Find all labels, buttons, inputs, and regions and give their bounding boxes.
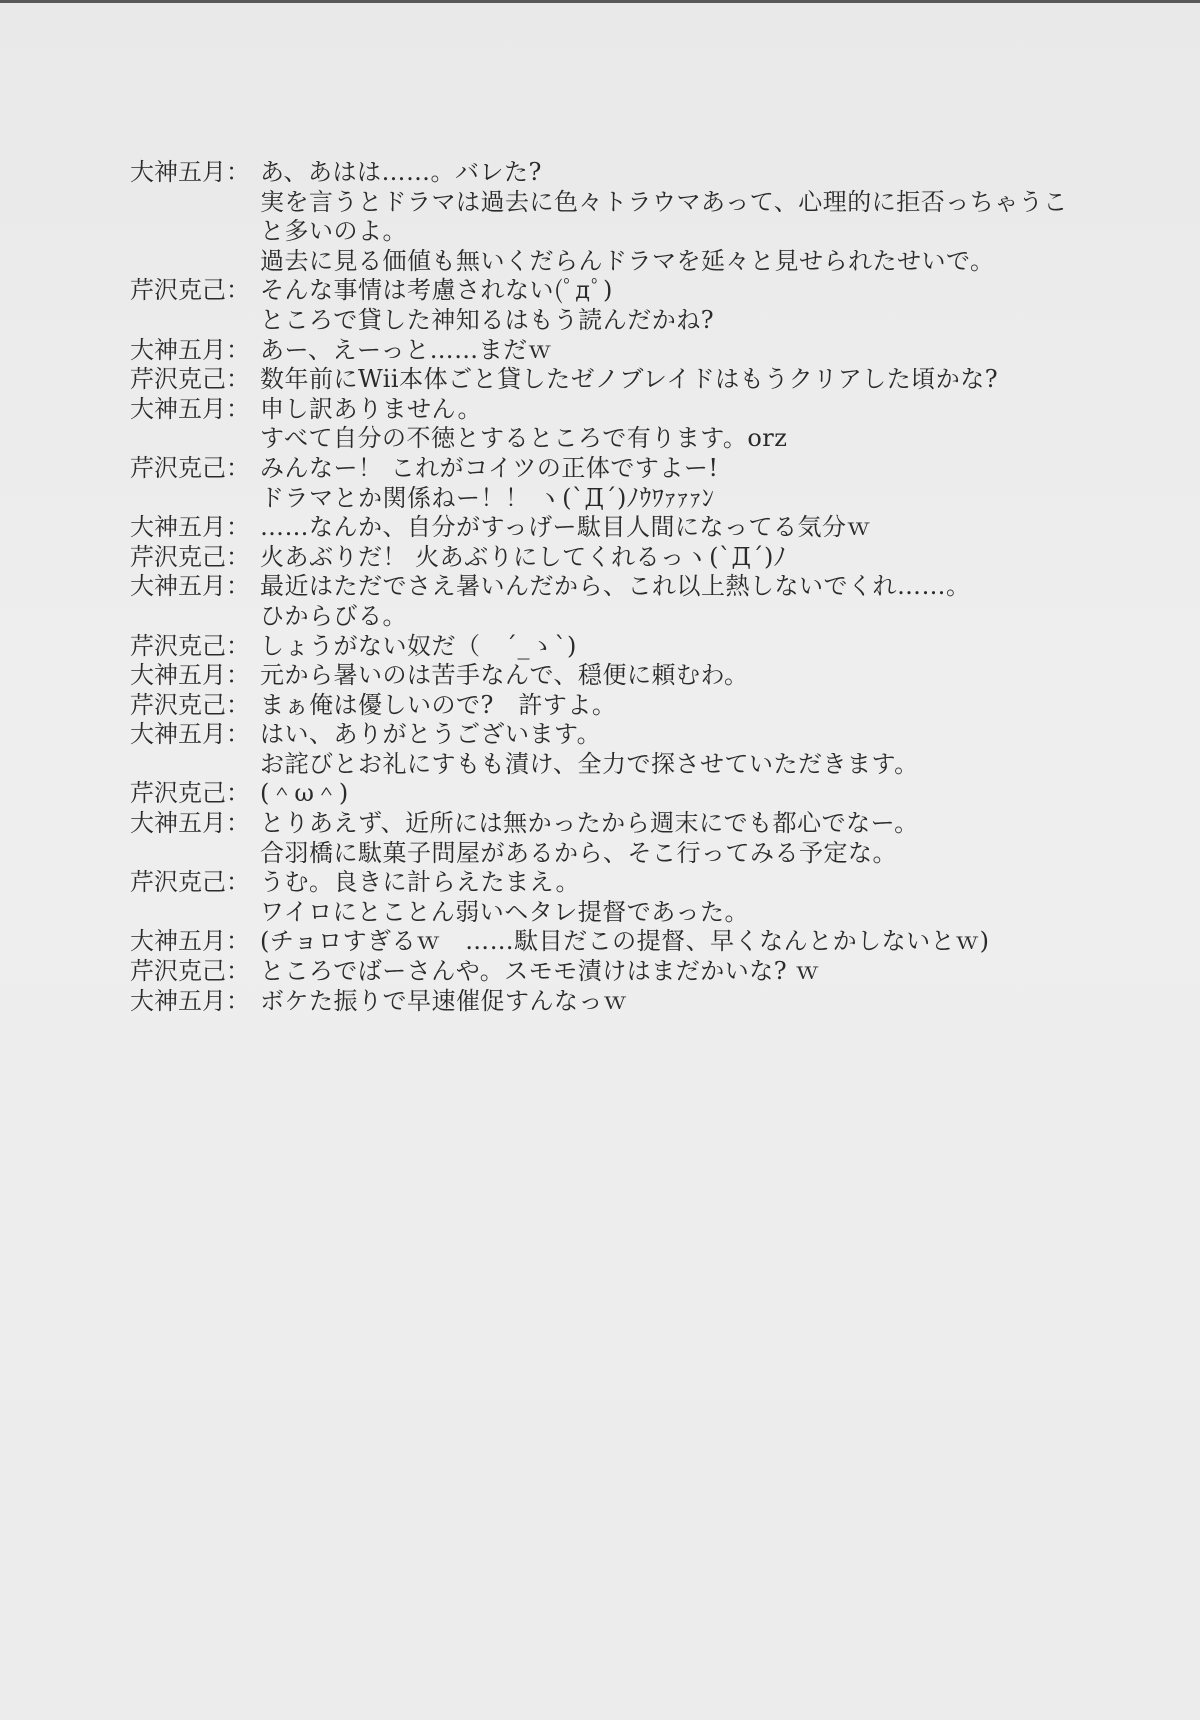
dialogue-line bbox=[130, 632, 1090, 662]
dialogue-text: みんなー！ これがコイツの正体ですよー! bbox=[260, 453, 719, 482]
dialogue-line bbox=[130, 898, 1090, 928]
speaker-name: 大神五月： bbox=[130, 661, 250, 690]
speaker-name: 大神五月： bbox=[130, 986, 250, 1015]
dialogue-text: しょうがない奴だ（ ´_ゝ`) bbox=[260, 631, 577, 660]
dialogue-text: すべて自分の不徳とするところで有ります。orz bbox=[260, 424, 788, 453]
dialogue-text: 火あぶりだ！ 火あぶりにしてくれるっヽ(`Д´)ﾉ bbox=[260, 542, 787, 571]
speaker-name bbox=[130, 188, 260, 218]
speaker-name bbox=[130, 602, 260, 632]
dialogue-text: 過去に見る価値も無いくだらんドラマを延々と見せられたせいで。 bbox=[260, 246, 995, 275]
dialogue-line bbox=[130, 602, 1090, 632]
dialogue-line bbox=[130, 395, 1090, 425]
dialogue-line bbox=[130, 454, 1090, 484]
speaker-name bbox=[130, 484, 260, 514]
speaker-name: 芹沢克己： bbox=[130, 453, 250, 482]
dialogue-line bbox=[130, 424, 1090, 454]
speaker-name bbox=[130, 898, 260, 928]
dialogue-line bbox=[130, 188, 1090, 218]
dialogue-text: うむ。良きに計らえたまえ。 bbox=[260, 868, 580, 897]
speaker-name bbox=[130, 306, 260, 336]
speaker-name: 芹沢克己： bbox=[130, 868, 250, 897]
speaker-name: 大神五月： bbox=[130, 335, 250, 364]
dialogue-line bbox=[130, 779, 1090, 809]
dialogue-text: ところでばーさんや。スモモ漬けはまだかいな? ｗ bbox=[260, 957, 820, 986]
speaker-name bbox=[130, 217, 260, 247]
dialogue-line bbox=[130, 927, 1090, 957]
speaker-name: 大神五月： bbox=[130, 809, 250, 838]
dialogue-line bbox=[130, 661, 1090, 691]
speaker-name: 芹沢克己： bbox=[130, 276, 250, 305]
speaker-name: 芹沢克己： bbox=[130, 542, 250, 571]
dialogue-line bbox=[130, 247, 1090, 277]
speaker-name: 大神五月： bbox=[130, 513, 250, 542]
dialogue-text: お詫びとお礼にすもも漬け、全力で探させていただきます。 bbox=[260, 749, 919, 778]
speaker-name: 芹沢克己： bbox=[130, 779, 250, 808]
speaker-name: 芹沢克己： bbox=[130, 365, 250, 394]
dialogue-line bbox=[130, 543, 1090, 573]
dialogue-text: 合羽橋に駄菓子問屋があるから、そこ行ってみる予定な。 bbox=[260, 838, 897, 867]
dialogue-text: ワイロにとことん弱いヘタレ提督であった。 bbox=[260, 897, 750, 926]
dialogue-text: と多いのよ。 bbox=[260, 217, 407, 246]
speaker-name bbox=[130, 424, 260, 454]
dialogue-text: ドラマとか関係ねー！！ ヽ(`Д´)ﾉｳﾜｧｧｧﾝ bbox=[260, 483, 715, 512]
speaker-name: 大神五月： bbox=[130, 158, 250, 186]
dialogue-line bbox=[130, 957, 1090, 987]
dialogue-text: 申し訳ありません。 bbox=[260, 394, 482, 423]
page-top-edge bbox=[0, 0, 1200, 3]
dialogue-line bbox=[130, 365, 1090, 395]
dialogue-line bbox=[130, 750, 1090, 780]
dialogue-line bbox=[130, 572, 1090, 602]
dialogue-text: (チョロすぎるｗ ……駄目だこの提督、早くなんとかしないとｗ) bbox=[260, 927, 990, 956]
dialogue-line bbox=[130, 276, 1090, 306]
dialogue-text: ボケた振りで早速催促すんなっｗ bbox=[260, 986, 628, 1015]
speaker-name: 大神五月： bbox=[130, 394, 250, 423]
dialogue-line bbox=[130, 987, 1090, 1017]
dialogue-line bbox=[130, 868, 1090, 898]
dialogue-line bbox=[130, 336, 1090, 366]
dialogue-text: はい、ありがとうございます。 bbox=[260, 720, 602, 749]
speaker-name: 大神五月： bbox=[130, 927, 250, 956]
dialogue-text: まぁ俺は優しいので? 許すよ。 bbox=[260, 690, 617, 719]
dialogue-block bbox=[130, 158, 1090, 1016]
dialogue-line bbox=[130, 839, 1090, 869]
dialogue-line bbox=[130, 484, 1090, 514]
dialogue-text: 元から暑いのは苦手なんで、穏便に頼むわ。 bbox=[260, 661, 749, 690]
dialogue-text: ところで貸した神知るはもう読んだかね? bbox=[260, 305, 715, 334]
dialogue-line bbox=[130, 809, 1090, 839]
dialogue-text: あ、あはは……。バレた? bbox=[260, 158, 542, 186]
dialogue-text: 実を言うとドラマは過去に色々トラウマあって、心理的に拒否っちゃうこ bbox=[260, 187, 1068, 216]
dialogue-line bbox=[130, 158, 1090, 188]
dialogue-text: そんな事情は考慮されない(ﾟдﾟ) bbox=[260, 276, 613, 305]
speaker-name: 芹沢克己： bbox=[130, 957, 250, 986]
dialogue-line bbox=[130, 720, 1090, 750]
speaker-name bbox=[130, 750, 260, 780]
dialogue-text: とりあえず、近所には無かったから週末にでも都心でなー。 bbox=[260, 809, 919, 838]
speaker-name: 芹沢克己： bbox=[130, 690, 250, 719]
dialogue-text: (＾ω＾) bbox=[260, 779, 349, 808]
dialogue-text: 最近はただでさえ暑いんだから、これ以上熱しないでくれ……。 bbox=[260, 572, 971, 601]
speaker-name: 大神五月： bbox=[130, 720, 250, 749]
dialogue-line bbox=[130, 306, 1090, 336]
dialogue-text: ひからびる。 bbox=[260, 601, 407, 630]
dialogue-text: 数年前にWii本体ごと貸したゼノブレイドはもうクリアした頃かな? bbox=[260, 365, 999, 394]
speaker-name: 芹沢克己： bbox=[130, 631, 250, 660]
dialogue-line bbox=[130, 513, 1090, 543]
dialogue-text: あー、えーっと……まだｗ bbox=[260, 335, 553, 364]
speaker-name: 大神五月： bbox=[130, 572, 250, 601]
dialogue-line bbox=[130, 691, 1090, 721]
speaker-name bbox=[130, 247, 260, 277]
speaker-name bbox=[130, 839, 260, 869]
dialogue-line bbox=[130, 217, 1090, 247]
dialogue-text: ……なんか、自分がすっげー駄目人間になってる気分ｗ bbox=[260, 513, 872, 542]
